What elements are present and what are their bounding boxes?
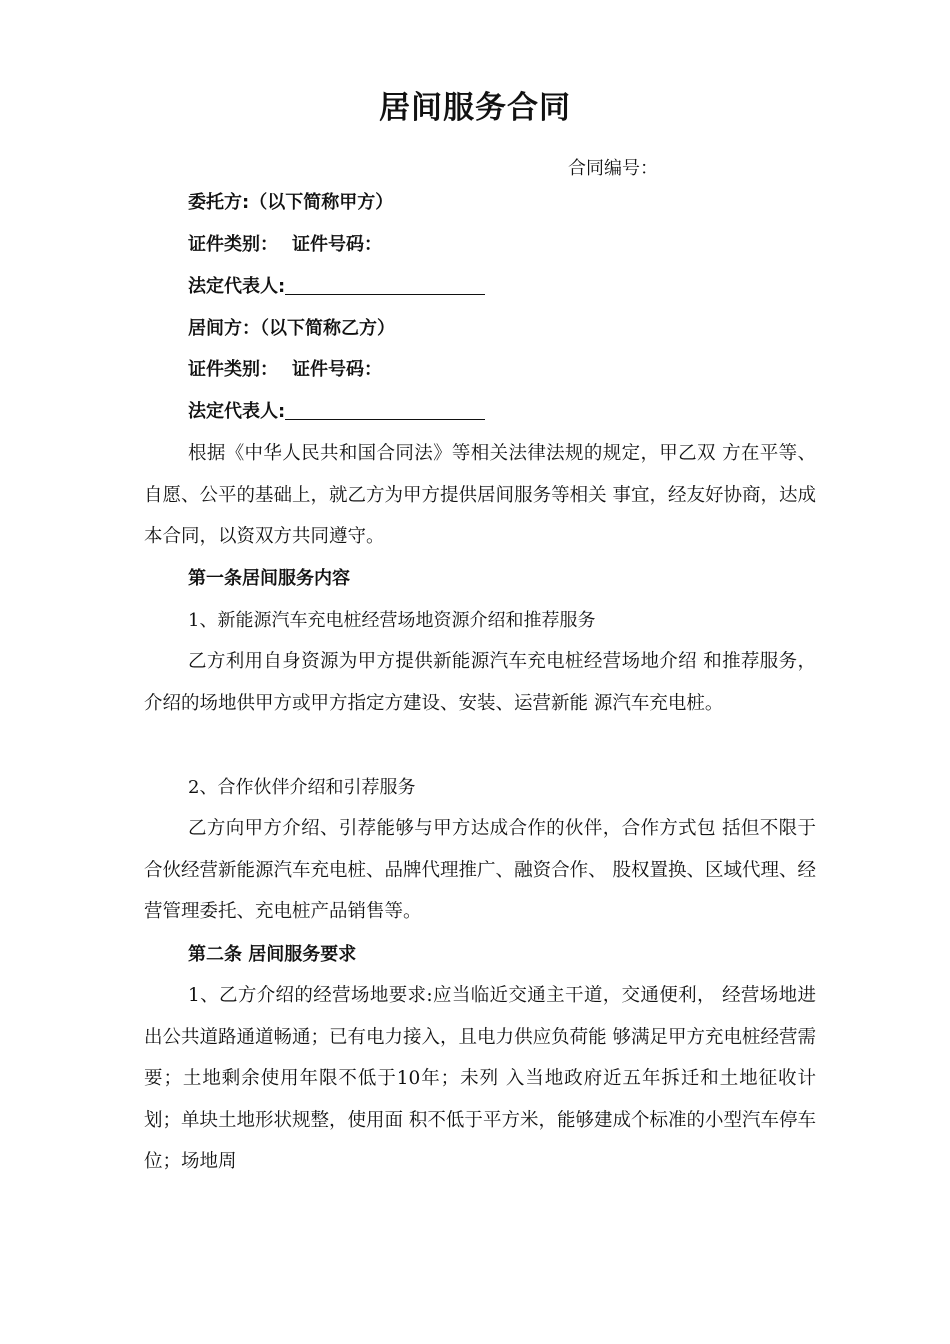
article-1-item-2-title: 2、合作伙伴介绍和引荐服务	[188, 777, 416, 798]
party-b-rep-label: 法定代表人:	[188, 401, 286, 422]
article-2-item-1-body: 1、乙方介绍的经营场地要求:应当临近交通主干道，交通便利， 经营场地进出公共道路通道畅通；已有电力接入，且电力供应负荷能 够满足甲方充电桩经营需要；土地剩余使用年限不低于10年；未列 入当地政府近五年拆迁和土地征收计划；单块土地形状规整，使用面 积不低于平方米，能够建成个标准的小型汽车停车位；场地周	[144, 985, 816, 1172]
party-a-id-row	[188, 230, 382, 260]
party-b-id-row	[188, 355, 382, 385]
party-b-rep-blank	[285, 397, 485, 420]
party-b-id-number: 证件号码：	[292, 359, 382, 380]
article-1-item-2-body: 乙方向甲方介绍、引荐能够与甲方达成合作的伙伴，合作方式包 括但不限于合伙经营新能源汽车充电桩、品牌代理推广、融资合作、 股权置换、区域代理、经营管理委托、充电桩产品销售等。	[144, 818, 816, 922]
intro-paragraph: 根据《中华人民共和国合同法》等相关法律法规的规定，甲乙双 方在平等、自愿、公平的基础上，就乙方为甲方提供居间服务等相关 事宜，经友好协商，达成本合同，以资双方共同遵守。	[144, 443, 816, 547]
document-title: 居间服务合同	[379, 90, 571, 126]
party-a-rep-blank	[285, 272, 485, 295]
party-a-id-type: 证件类别：	[188, 234, 278, 255]
party-b-rep-row	[188, 397, 485, 427]
party-a-label: 委托方:（以下简称甲方）	[188, 192, 394, 213]
article-1-item-1-title: 1、新能源汽车充电桩经营场地资源介绍和推荐服务	[188, 610, 596, 631]
party-b-label: 居间方：（以下简称乙方）	[188, 318, 395, 339]
article-1-item-1-body: 乙方利用自身资源为甲方提供新能源汽车充电桩经营场地介绍 和推荐服务，介绍的场地供甲方或甲方指定方建设、安装、运营新能 源汽车充电桩。	[144, 651, 816, 714]
party-a-id-number: 证件号码：	[292, 234, 382, 255]
contract-number-label: 合同编号：	[568, 158, 658, 179]
article-2-heading: 第二条 居间服务要求	[188, 944, 357, 965]
article-1-heading: 第一条居间服务内容	[188, 568, 350, 589]
party-a-rep-label: 法定代表人:	[188, 276, 286, 297]
party-a-rep-row	[188, 272, 485, 302]
party-b-id-type: 证件类别：	[188, 359, 278, 380]
